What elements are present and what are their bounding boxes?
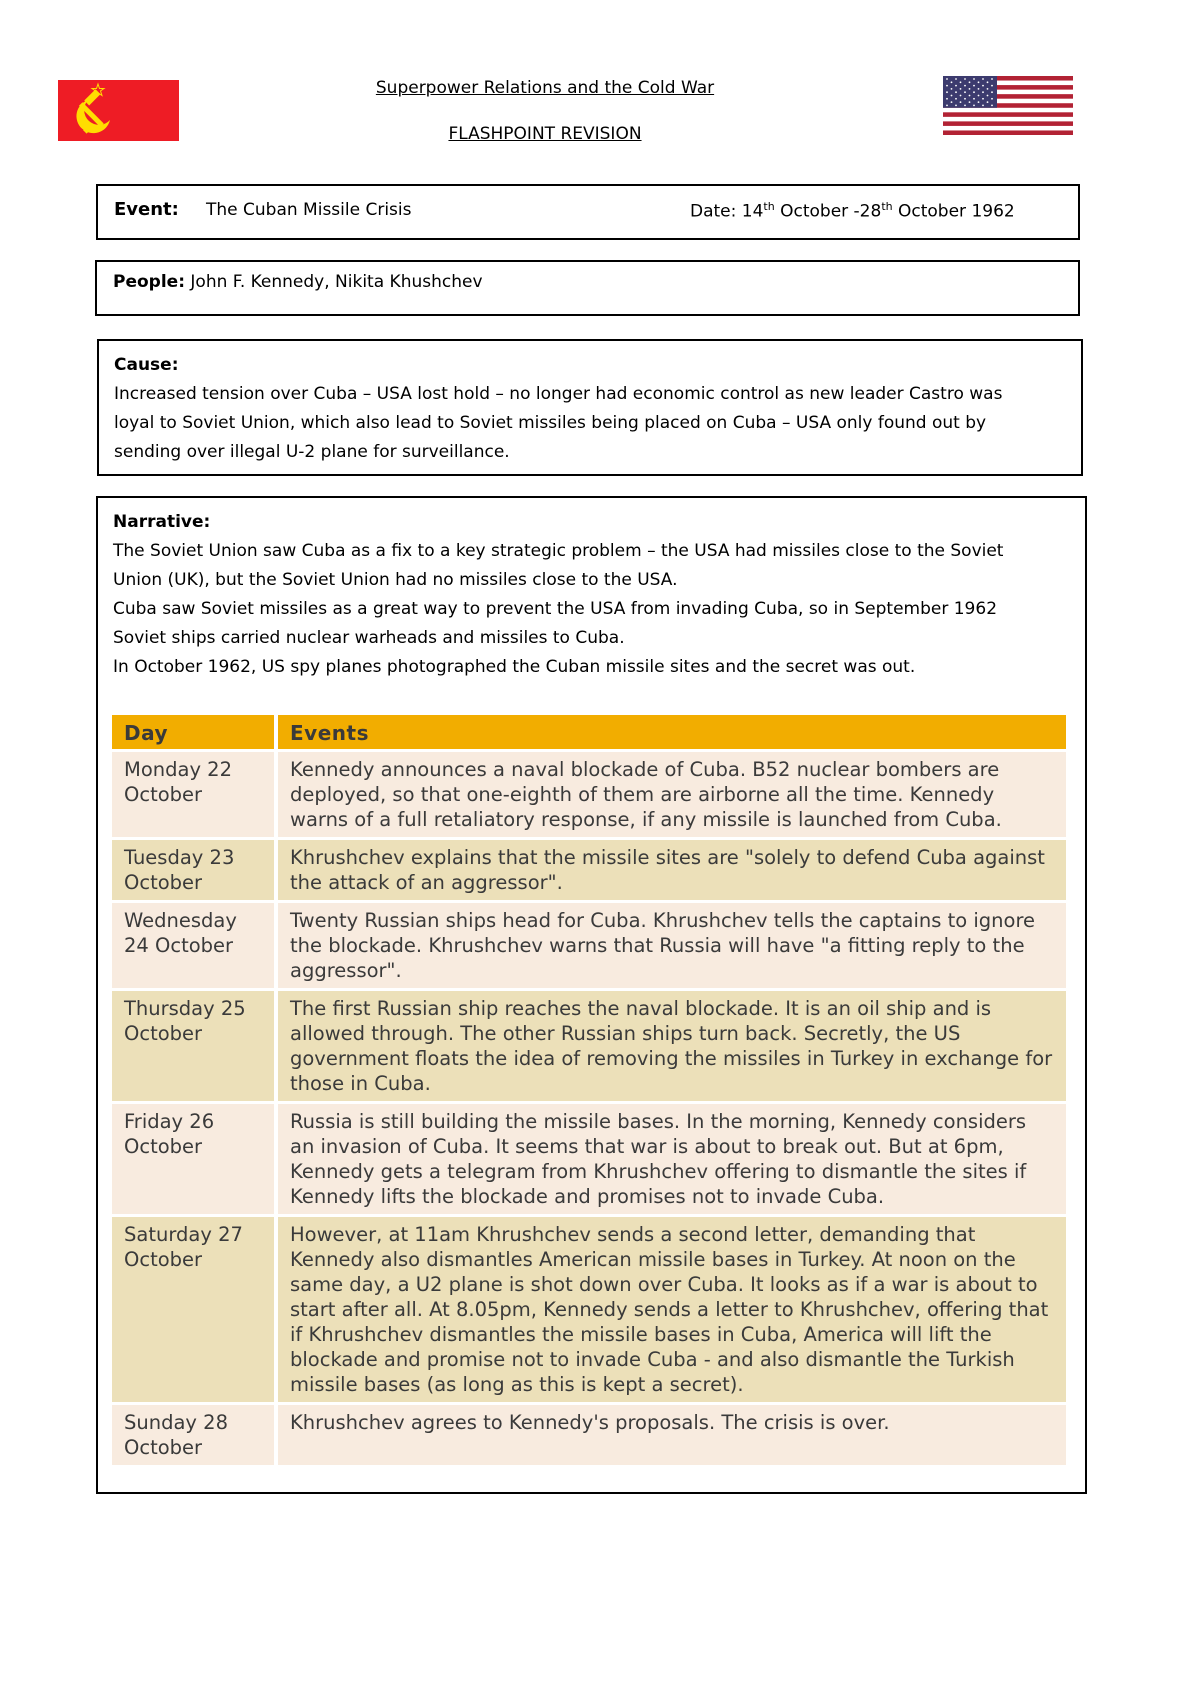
table-row: [112, 752, 1066, 837]
event-box: [96, 184, 1080, 240]
day-cell: Sunday 28 October: [112, 1405, 278, 1465]
narrative-line: Union (UK), but the Soviet Union had no missiles close to the USA.: [113, 570, 678, 590]
event-date: Date: 14th October -28th October 1962: [690, 200, 1015, 222]
events-cell: Russia is still building the missile bases. In the morning, Kennedy considers an invasion of Cuba. It seems that war is about to break out. But at 6pm, Kennedy gets a telegram from Khrushchev offering to dismantle the sites if Kennedy lifts the blockade and promises not to invade Cuba.: [278, 1104, 1066, 1214]
events-cell: Khrushchev explains that the missile sites are "solely to defend Cuba against the attack of an aggressor".: [278, 840, 1066, 900]
column-header-day: Day: [112, 715, 278, 749]
day-cell: Saturday 27 October: [112, 1217, 278, 1402]
event-value: The Cuban Missile Crisis: [206, 200, 412, 220]
narrative-line: The Soviet Union saw Cuba as a fix to a key strategic problem – the USA had missiles close to the Soviet: [113, 541, 1004, 561]
events-cell: Twenty Russian ships head for Cuba. Khrushchev tells the captains to ignore the blockade. Khrushchev warns that Russia will have "a fitting reply to the aggressor".: [278, 903, 1066, 988]
events-cell: Khrushchev agrees to Kennedy's proposals. The crisis is over.: [278, 1405, 1066, 1465]
day-cell: Monday 22 October: [112, 752, 278, 837]
events-cell: Kennedy announces a naval blockade of Cuba. B52 nuclear bombers are deployed, so that one-eighth of them are airborne all the time. Kennedy warns of a full retaliatory response, if any missile is launched from Cuba.: [278, 752, 1066, 837]
day-cell: Friday 26 October: [112, 1104, 278, 1214]
cause-line: loyal to Soviet Union, which also lead to Soviet missiles being placed on Cuba – USA only found out by: [114, 413, 987, 433]
day-cell: Thursday 25 October: [112, 991, 278, 1101]
table-row: [112, 840, 1066, 900]
event-label: Event:: [114, 199, 179, 220]
narrative-line: Cuba saw Soviet missiles as a great way to prevent the USA from invading Cuba, so in September 1962: [113, 599, 998, 619]
narrative-line: In October 1962, US spy planes photographed the Cuban missile sites and the secret was out.: [113, 657, 916, 677]
day-cell: Wednesday 24 October: [112, 903, 278, 988]
people-line: People: John F. Kennedy, Nikita Khushchev: [113, 272, 483, 292]
narrative-line: Soviet ships carried nuclear warheads and missiles to Cuba.: [113, 628, 625, 648]
events-table: [112, 712, 1066, 1468]
cause-line: Increased tension over Cuba – USA lost hold – no longer had economic control as new leader Castro was: [114, 384, 1003, 404]
cause-label: Cause:: [114, 355, 179, 375]
document-title: Superpower Relations and the Cold War: [375, 78, 715, 98]
table-row: [112, 1217, 1066, 1402]
table-row: [112, 903, 1066, 988]
column-header-events: Events: [278, 715, 1066, 749]
table-row: [112, 1405, 1066, 1465]
day-cell: Tuesday 23 October: [112, 840, 278, 900]
narrative-label: Narrative:: [113, 512, 211, 532]
events-cell: However, at 11am Khrushchev sends a second letter, demanding that Kennedy also dismantles American missile bases in Turkey. At noon on the same day, a U2 plane is shot down over Cuba. It looks as if a war is about to start after all. At 8.05pm, Kennedy sends a letter to Khrushchev, offering that if Khrushchev dismantles the missile bases in Cuba, America will lift the blockade and promise not to invade Cuba - and also dismantle the Turkish missile bases (as long as this is kept a secret).: [278, 1217, 1066, 1402]
cause-line: sending over illegal U-2 plane for surveillance.: [114, 442, 510, 462]
table-row: [112, 991, 1066, 1101]
document-subtitle: FLASHPOINT REVISION: [448, 124, 642, 144]
events-cell: The first Russian ship reaches the naval blockade. It is an oil ship and is allowed through. The other Russian ships turn back. Secretly, the US government floats the idea of removing the missiles in Turkey in exchange for those in Cuba.: [278, 991, 1066, 1101]
table-row: [112, 1104, 1066, 1214]
table-header-row: [112, 715, 1066, 749]
cause-box: [97, 339, 1083, 476]
people-box: [95, 260, 1080, 316]
